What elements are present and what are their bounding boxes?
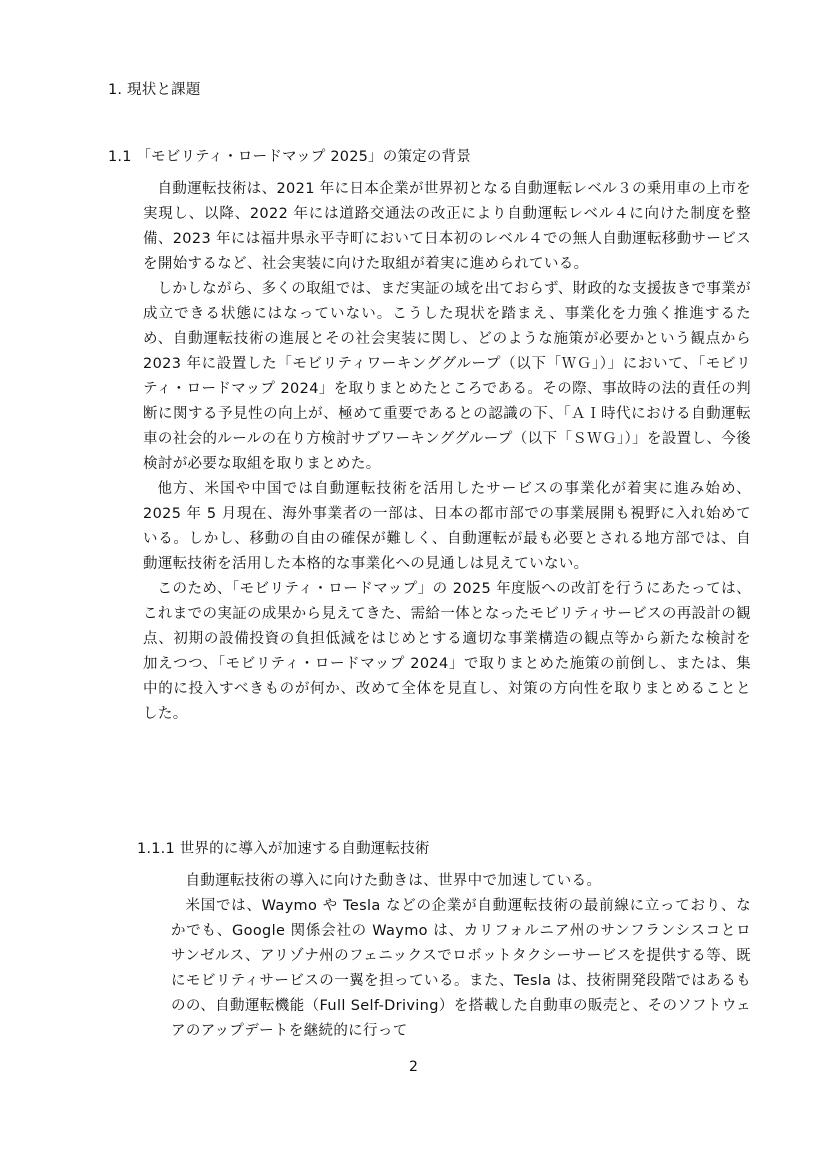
body-paragraph: このため、「モビリティ・ロードマップ」の 2025 年度版への改訂を行うにあたっては、これまでの実証の成果から見えてきた、需給一体となったモビリティサービスの再設計の観点、初期の設備投資の負担低減をはじめとする適切な事業構造の観点等から新たな検討を加えつつ、「モビリティ・ロードマップ 2024」で取りまとめた施策の前倒し、または、集中的に投入すべきものが何か、改めて全体を見直し、対策の方向性を取りまとめることとした。 [143, 581, 751, 722]
body-paragraph: 自動運転技術は、2021 年に日本企業が世界初となる自動運転レベル３の乗用車の上市を実現し、以降、2022 年には道路交通法の改正により自動運転レベル４に向けた制度を整備、2023 年には福井県永平寺町において日本初のレベル４での無人自動運転移動サービスを開始するなど、社会実装に向けた取組が着実に進められている。 [143, 181, 751, 272]
section-body [143, 177, 751, 727]
body-paragraph: 他方、米国や中国では自動運転技術を活用したサービスの事業化が着実に進み始め、2025 年 5 月現在、海外事業者の一部は、日本の都市部での事業展開も視野に入れ始めている。しかし、移動の自由の確保が難しく、自動運転が最も必要とされる地方部では、自動運転技術を活用した本格的な事業化への見通しは見えていない。 [143, 481, 751, 572]
section-heading: 1.1 「モビリティ・ロードマップ 2025」の策定の背景 [108, 149, 471, 165]
body-paragraph: 米国では、Waymo や Tesla などの企業が自動運転技術の最前線に立っており、なかでも、Google 関係会社の Waymo は、カリフォルニア州のサンフランシスコとロサンゼルス、アリゾナ州のフェニックスでロボットタクシーサービスを提供する等、既にモビリティサービスの一翼を担っている。また、Tesla は、技術開発段階ではあるものの、自動運転機能（Full Self-Driving）を搭載した自動車の販売と、そのソフトウェアのアップデートを継続的に行って [171, 898, 751, 1039]
subsection-body [171, 869, 751, 1044]
chapter-heading: 1. 現状と課題 [108, 82, 201, 98]
body-paragraph: しかしながら、多くの取組では、まだ実証の域を出ておらず、財政的な支援抜きで事業が成立できる状態にはなっていない。こうした現状を踏まえ、事業化を力強く推進するため、自動運転技術の進展とその社会実装に関し、どのような施策が必要かという観点から 2023 年に設置した「モビリティワーキンググループ（以下「ＷＧ」）」において、「モビリティ・ロードマップ 2024」を取りまとめたところである。その際、事故時の法的責任の判断に関する予見性の向上が、極めて重要であるとの認識の下、「ＡＩ時代における自動運転車の社会的ルールの在り方検討サブワーキンググループ（以下「ＳＷＧ」）」を設置し、今後検討が必要な取組を取りまとめた。 [143, 281, 751, 472]
page-number: 2 [409, 1059, 418, 1075]
body-paragraph: 自動運転技術の導入に向けた動きは、世界中で加速している。 [185, 873, 602, 889]
subsection-heading: 1.1.1 世界的に導入が加速する自動運転技術 [137, 841, 430, 857]
